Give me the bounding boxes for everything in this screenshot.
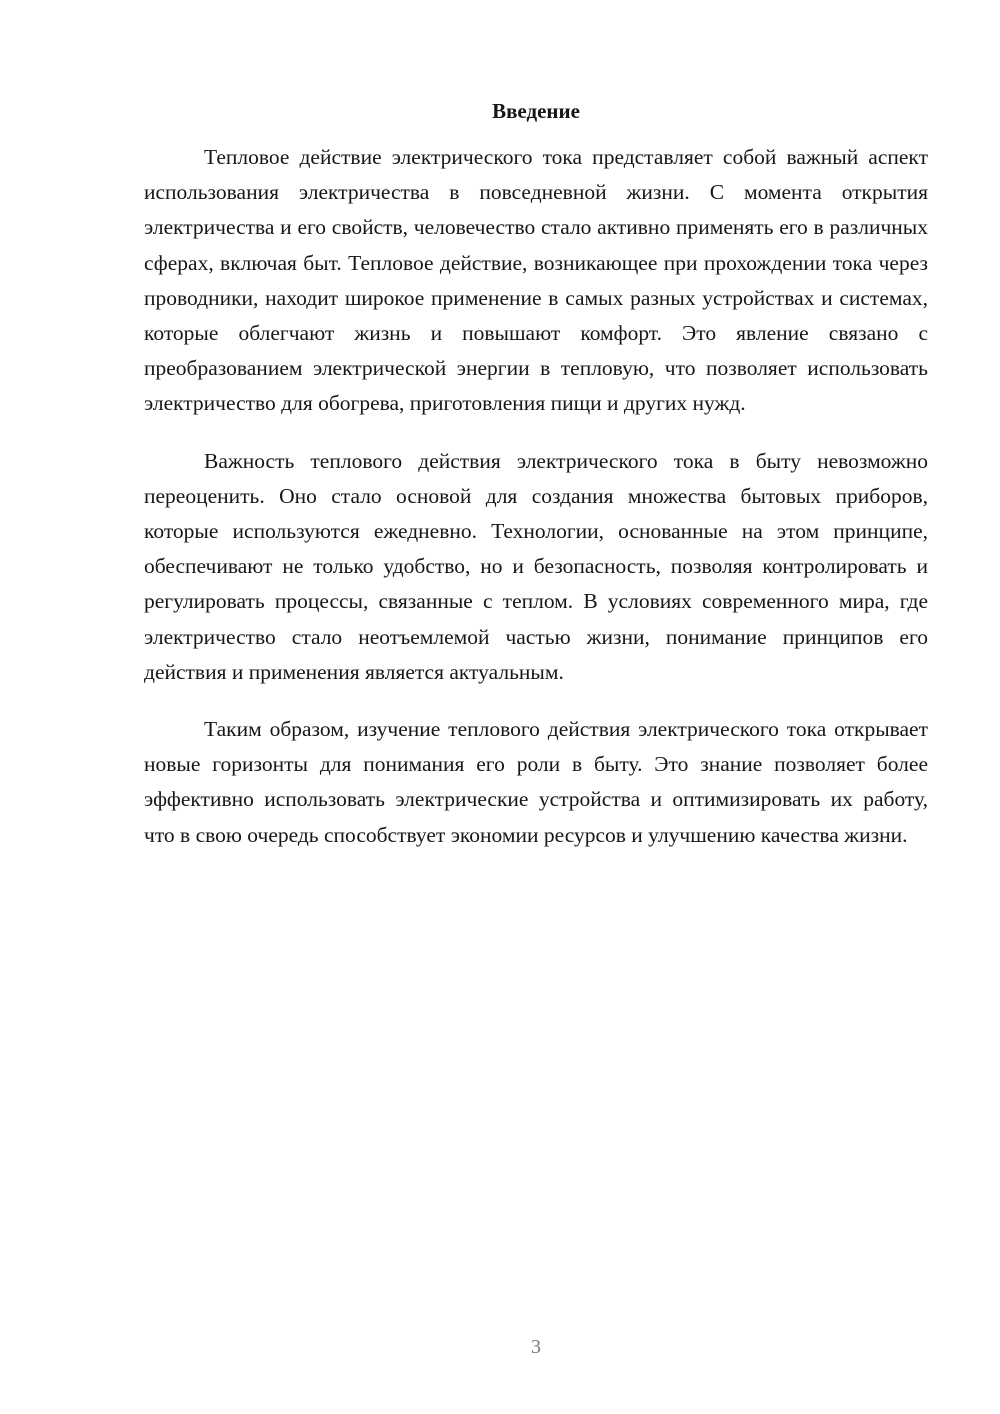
paragraph-3: Таким образом, изучение теплового действия электрического тока открывает новые горизонты для понимания его роли в быту. Это знание позволяет более эффективно использовать электрические устройства и оптимизировать их работу, что в свою очередь способствует экономии ресурсов и улучшению качества жизни. <box>144 717 928 847</box>
page-number: 3 <box>531 1336 541 1358</box>
section-heading: Введение <box>492 99 580 123</box>
paragraph-2: Важность теплового действия электрического тока в быту невозможно переоценить. Оно стало основой для создания множества бытовых приборов, которые используются ежедневно. Технологии, основанные на этом принципе, обеспечивают не только удобство, но и безопасность, позволяя контролировать и регулировать процессы, связанные с теплом. В условиях современного мира, где электричество стало неотъемлемой частью жизни, понимание принципов его действия и применения является актуальным. <box>144 448 928 684</box>
page-content <box>144 96 928 853</box>
paragraph-1: Тепловое действие электрического тока представляет собой важный аспект использования электричества в повседневной жизни. С момента открытия электричества и его свойств, человечество стало активно применять его в различных сферах, включая быт. Тепловое действие, возникающее при прохождении тока через проводники, находит широкое применение в самых разных устройствах и системах, которые облегчают жизнь и повышают комфорт. Это явление связано с преобразованием электрической энергии в тепловую, что позволяет использовать электричество для обогрева, приготовления пищи и других нужд. <box>144 145 928 416</box>
